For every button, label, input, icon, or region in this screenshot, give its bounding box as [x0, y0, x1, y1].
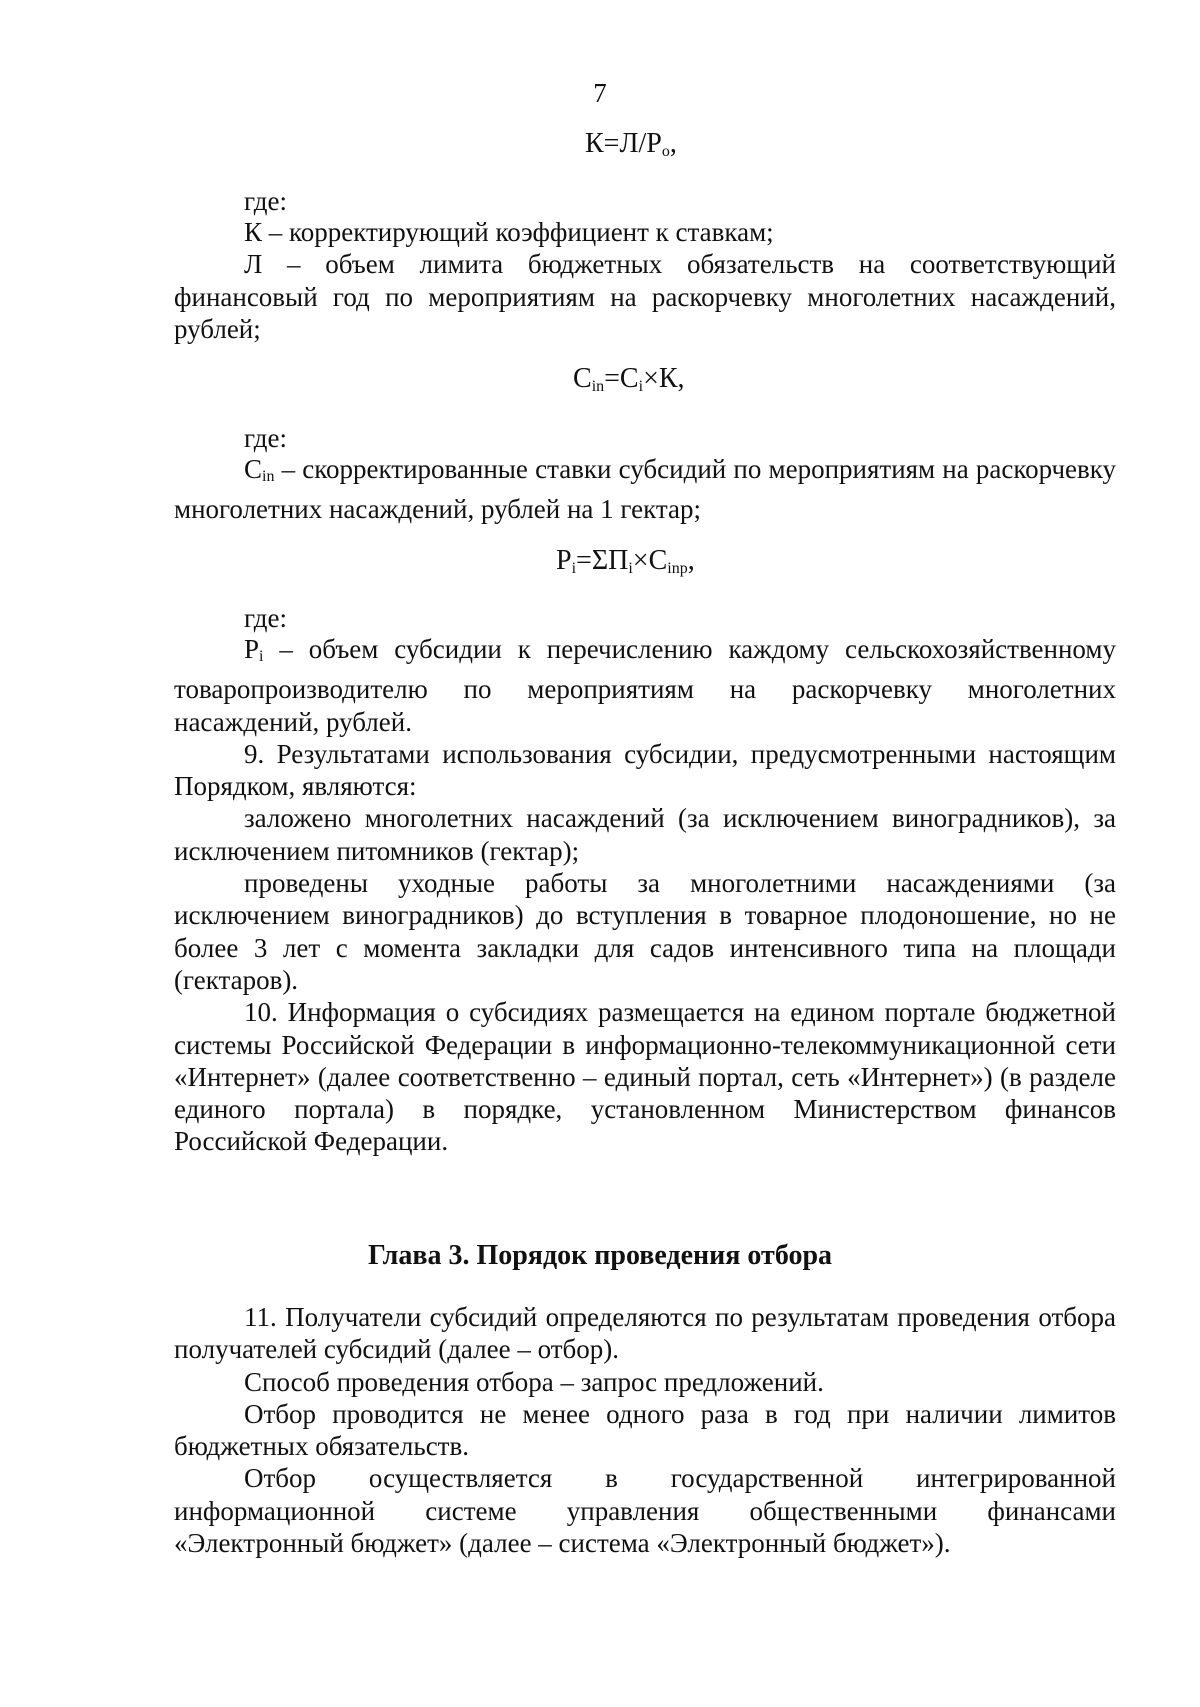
- paragraph-10: 10. Информация о субсидиях размещается на едином портале бюджетной системы Российской Федерации в информационно-телекоммуникационной сети «Интернет» (далее соответственно – единый портал, сеть «Интернет») (в разделе единого портала) в порядке, установленном Министерством финансов Российской Федерации.: [174, 997, 1116, 1157]
- formula-pi-tail: ,: [687, 545, 695, 576]
- formula-k-lhs: К=Л/Р: [585, 128, 662, 159]
- formula-pi-sub2: i: [628, 560, 633, 577]
- where-label-1: где:: [244, 186, 287, 216]
- definition-k: К – корректирующий коэффициент к ставкам;: [244, 217, 774, 247]
- formula-k-tail: ,: [669, 128, 677, 159]
- formula-pi-sub1: i: [571, 560, 577, 577]
- formula-pi-p: Р: [556, 545, 572, 576]
- formula-cin-sub2: i: [638, 378, 644, 395]
- formula-k: [585, 128, 677, 161]
- main-text: [174, 633, 1116, 1158]
- definitions-1: [174, 216, 1116, 345]
- where-label-3: где:: [244, 603, 287, 633]
- definition-l: Л – объем лимита бюджетных обязательств на соответствующий финансовый год по мероприятиям на раскорчевку многолетних насаждений, рублей;: [174, 249, 1116, 344]
- formula-pi-sub3: inp: [667, 560, 688, 577]
- definition-cin-sub: in: [262, 468, 275, 485]
- formula-pi-mid: =ΣП: [576, 545, 629, 576]
- definition-pi-symbol: Р: [244, 634, 260, 664]
- paragraph-9: 9. Результатами использования субсидии, предусмотренными настоящим Порядком, являются:: [174, 738, 1116, 802]
- paragraph-9-result-2: проведены уходные работы за многолетними насаждениями (за исключением виноградников) до вступления в товарное плодоношение, но не более 3 лет с момента закладки для садов интенсивного типа на площади (гектаров).: [174, 868, 1116, 995]
- definition-pi: [174, 633, 1116, 738]
- formula-cin-c: С: [573, 363, 592, 394]
- paragraph-system: Отбор осуществляется в государственной интегрированной информационной системе управления общественными финансами «Электронный бюджет» (далее – система «Электронный бюджет»).: [174, 1463, 1116, 1559]
- page-number: 7: [593, 78, 607, 108]
- formula-cin-tail: ×К,: [643, 363, 685, 394]
- definitions-2: [174, 453, 1116, 526]
- paragraph-9-result-1: заложено многолетних насаждений (за исключением виноградников), за исключением питомников (гектар);: [174, 803, 1116, 866]
- where-label-2: где:: [244, 423, 287, 453]
- paragraph-11: 11. Получатели субсидий определяются по результатам проведения отбора получателей субсидий (далее – отбор).: [174, 1302, 1116, 1365]
- chapter-text: [174, 1301, 1116, 1559]
- formula-cin-mid: =С: [604, 363, 639, 394]
- formula-cin: [573, 363, 685, 396]
- definition-cin: [174, 453, 1116, 526]
- chapter-heading: Глава 3. Порядок проведения отбора: [367, 1240, 833, 1271]
- formula-pi-mid2: ×С: [632, 545, 668, 576]
- paragraph-method: Способ проведения отбора – запрос предложений.: [244, 1366, 824, 1397]
- paragraph-frequency: Отбор проводится не менее одного раза в год при наличии лимитов бюджетных обязательств.: [174, 1398, 1116, 1462]
- definition-cin-text: – скорректированные ставки субсидий по мероприятиям на раскорчевку многолетних насаждений, рублей на 1 гектар;: [174, 454, 1116, 525]
- formula-k-sub: о: [661, 143, 670, 160]
- definition-pi-text: – объем субсидии к перечислению каждому сельскохозяйственному товаропроизводителю по мероприятиям на раскорчевку многолетних насаждений, рублей.: [174, 634, 1116, 737]
- definition-pi-sub: i: [259, 648, 264, 665]
- formula-cin-sub1: in: [591, 378, 605, 395]
- definition-cin-symbol: С: [244, 454, 263, 484]
- formula-pi: [556, 545, 695, 578]
